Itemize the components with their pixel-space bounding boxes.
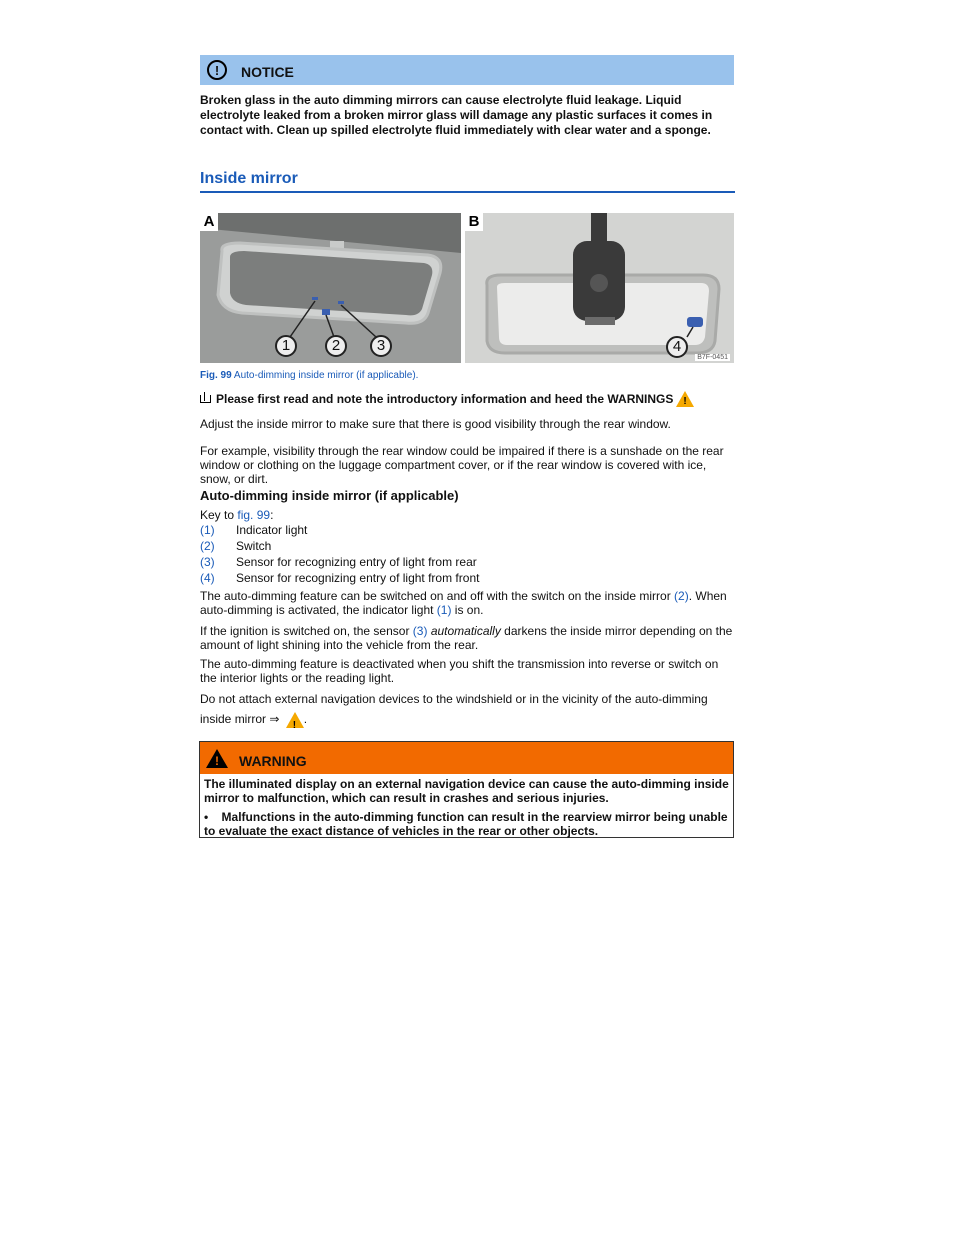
panel-a-label: A	[200, 213, 218, 231]
key-item-2	[200, 538, 479, 554]
intro-line	[200, 391, 735, 407]
subsection-title: Auto-dimming inside mirror (if applicable)	[200, 488, 459, 503]
warning-triangle-icon: !	[286, 712, 304, 728]
figure-code: B7F-0451	[697, 354, 728, 361]
notice-title: NOTICE	[241, 64, 294, 80]
figure-panel-a	[200, 213, 461, 363]
notice-header	[200, 55, 734, 85]
warning-header	[200, 742, 733, 774]
p3-text-c: is on.	[451, 603, 484, 617]
key-label: Switch	[236, 539, 272, 553]
figure-panel-b	[465, 213, 734, 363]
book-icon	[200, 395, 211, 403]
callout-1: 1	[275, 335, 297, 357]
figure-99	[200, 213, 734, 363]
key-item-3	[200, 554, 479, 570]
notice-text: Broken glass in the auto dimming mirrors can cause electrolyte fluid leakage. Liquid electrolyte leaked from a broken mirror glass will damage any plastic surfaces it comes in contact with. Clean up spilled electrolyte fluid immediately with clear water and a sponge.	[200, 93, 713, 137]
p4-text-a: If the ignition is switched on, the sensor	[200, 624, 413, 638]
key-intro-text: Key to	[200, 508, 235, 522]
warning-text	[200, 774, 733, 838]
intro-text: Please first read and note the introductory information and heed the WARNINGS	[216, 392, 674, 406]
p4-text-b: darkens the inside mirror depending on the amount of light shining into the vehicle from the rear.	[200, 624, 733, 652]
key-num: (4)	[200, 571, 215, 585]
paragraph-6	[200, 689, 735, 729]
key-fig-link[interactable]: fig. 99	[237, 508, 271, 522]
key-item-1	[200, 522, 479, 538]
warning-triangle-icon: !	[676, 391, 694, 407]
warning-box	[199, 741, 734, 838]
exclamation-circle-icon: !	[207, 60, 227, 80]
key-intro-colon: :	[270, 508, 274, 522]
key-num: (3)	[200, 555, 215, 569]
p3-text-b: . When auto-dimming is activated, the indicator light	[200, 589, 727, 617]
paragraph-1: Adjust the inside mirror to make sure that there is good visibility through the rear window.	[200, 417, 671, 431]
caption-text: Auto-dimming inside mirror (if applicable).	[233, 370, 419, 381]
caption-ref: Fig. 99	[200, 370, 232, 381]
warning-bullet-text: Malfunctions in the auto-dimming function can result in the rearview mirror being unable to evaluate the exact distance of vehicles in the rear or other objects.	[204, 810, 728, 838]
p3-ref-switch: (2)	[674, 589, 689, 603]
key-num: (2)	[200, 539, 215, 553]
p4-emphasis: automatically	[430, 624, 501, 638]
warning-title: WARNING	[239, 753, 307, 769]
key-num: (1)	[200, 523, 215, 537]
callout-4: 4	[666, 336, 688, 358]
warning-main: The illuminated display on an external navigation device can cause the auto-dimming inside mirror to malfunction, which can result in crashes and serious injuries.	[204, 777, 729, 805]
callout-2: 2	[325, 335, 347, 357]
paragraph-5: The auto-dimming feature is deactivated when you shift the transmission into reverse or switch on the interior lights or the reading light.	[200, 657, 719, 685]
p6-end: .	[303, 712, 308, 726]
p3-text-a: The auto-dimming feature can be switched on and off with the switch on the inside mirror	[200, 589, 675, 603]
mirror-b-illustration	[465, 213, 734, 363]
callout-3: 3	[370, 335, 392, 357]
paragraph-2: For example, visibility through the rear window could be impaired if there is a sunshade on the rear window or clothing on the luggage compartment cover, or if the rear window is covered with ice, snow, or dirt.	[200, 444, 724, 486]
key-list	[200, 522, 479, 586]
key-label: Sensor for recognizing entry of light from front	[236, 571, 480, 585]
key-label: Indicator light	[236, 523, 308, 537]
key-label: Sensor for recognizing entry of light from rear	[236, 555, 477, 569]
key-item-4	[200, 570, 479, 586]
panel-b-label: B	[465, 213, 483, 231]
figure-caption	[200, 370, 418, 381]
warning-bullet: • Malfunctions in the auto-dimming function can result in the rearview mirror being unable to evaluate the exact distance of vehicles in the rear or other objects.	[204, 810, 728, 838]
p4-ref-sensor: (3)	[412, 624, 428, 638]
paragraph-4	[200, 624, 735, 652]
key-intro	[200, 508, 735, 522]
p3-ref-indicator: (1)	[436, 603, 452, 617]
p6-text: Do not attach external navigation devices to the windshield or in the vicinity of the auto-dimming inside mirror ⇒	[200, 692, 708, 726]
paragraph-3	[200, 589, 735, 617]
section-title: Inside mirror	[200, 170, 735, 193]
warning-triangle-icon: !	[206, 749, 228, 768]
